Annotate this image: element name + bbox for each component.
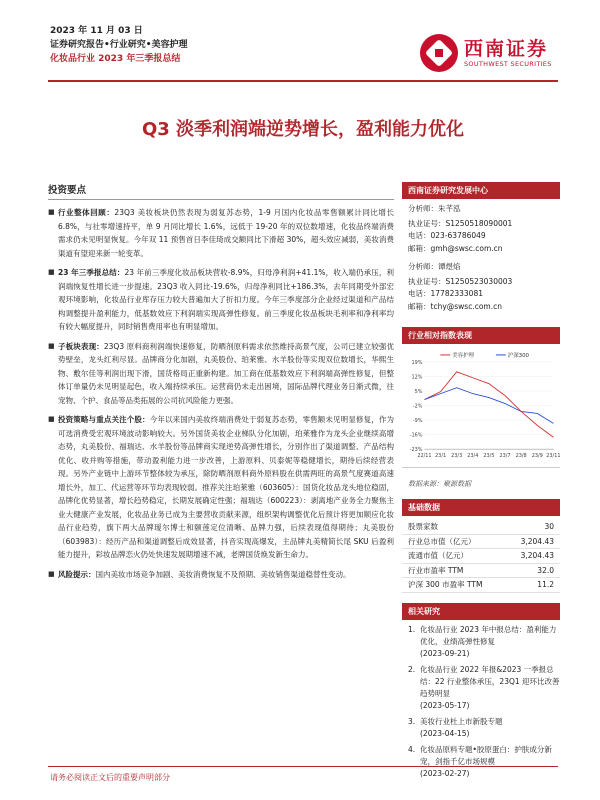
related-item[interactable] (408, 664, 560, 712)
y-tick-label: -23% (409, 447, 423, 454)
basic-data-heading: 基础数据 (402, 499, 560, 516)
key-point-text: 国内美妆市场竞争加剧、美妆消费恢复不及预期、美妆销售渠道稳替性变动。 (95, 569, 351, 579)
key-point-label: 投资策略与重点关注个股： (58, 415, 150, 424)
basic-data-row (402, 578, 560, 593)
key-point-text: 今年以来国内美妆终端消费处于弱复苏态势，零售额未见明显修复，作为可选消费受宏观环境波动影响较大。另外国货美妆企业梯队分化加剧，珀莱雅作为龙头企业继续高增态势，丸美股份、福瑞达、水羊股份等品牌商实现逆势高弹性增长，分别作出了渠道调整、产品结构优化、收并购等措施，带动盈利能力进一步改善，上游原料、贝泰妮等稳健增长，期待后续经营表现。另外产业链中上游环节整体较为承压，除防晒剂原料商外原料股在供需两旺的高景气度赛道高速增长外，加工、代运营等环节均表现较弱。推荐关注珀莱雅（603605）：国货化妆品龙头地位稳固，品牌化优势显著，增长趋势稳定，长期发展确定性强；福瑞达（600223）：剥离地产业务全力聚焦主业大健康产业发展，化妆品业务已成为主要营收贡献来源，组织架构调整优化后预计将更加顺应化妆品行业趋势，旗下两大品牌瑷尔博士和颐莲定位清晰、品牌力强，后续表现值得期待；丸美股份（603983）：经历产品和渠道调整后成效显著，抖音实现高爆发，主品牌丸美精简长尾 SKU 后盈利能力提升，彩妆品牌恋火仍处快速发展期增速不减，老牌国货焕发新生命力。 (58, 415, 395, 559)
related-date: (2023-04-15) (420, 728, 470, 738)
analyst-block: 分析师：朱芊泓 执业证号：S1250518090001 电话：023-63786049 邮箱：gmh@swsc.com.cn 分析师：谭煜焰 执业证号：S1250523030003 电话：17782333081 邮箱：tchy@swsc.com.cn (402, 203, 560, 313)
related-title: 美妆行业杜上市新股专题 (420, 716, 503, 726)
key-point-item (48, 413, 394, 562)
basic-data-row (402, 549, 560, 564)
y-tick-label: 12% (411, 374, 423, 381)
x-tick-label: 23/7 (499, 453, 511, 460)
key-point-label: 风险提示： (58, 569, 96, 579)
bullet-icon: ■ (48, 268, 55, 276)
basic-data-label: 行业市盈率 TTM (402, 563, 506, 578)
related-heading: 相关研究 (402, 603, 560, 620)
related-date: (2023-09-21) (420, 648, 470, 658)
basic-data-row (402, 520, 560, 534)
x-tick-label: 23/9 (531, 453, 543, 460)
related-item[interactable] (408, 716, 560, 740)
logo-emblem-icon (420, 34, 458, 72)
x-tick-label: 23/3 (451, 453, 463, 460)
related-title: 化妆品原料专题•胶原蛋白：护肤成分新宠，剑指千亿市场规模 (420, 744, 552, 766)
related-date: (2023-02-27) (420, 768, 470, 778)
key-point-label: 行业整体回顾： (58, 208, 115, 217)
key-point-text: 23Q3 美妆板块仍然表现为弱复苏态势，1-9 月国内化妆品零售额累计同比增长 6.8%，与社零增速持平，单 9 月同比增长 1.6%，远低于 19-20 年的双位数增速，化妆品终端消费需求仍未见明显恢复。今年双 11 预售首日李佳琦成交额同比下滑超 30%，超头效应减弱，美妆消费渠道有望迎来新一轮变革。 (58, 208, 394, 258)
key-point-text: 23Q3 原料商利润端快速修复，防晒剂原料需求依然维持高景气度，公司已建立较强优势壁垒，龙头红利尽显。品牌商分化加剧，丸美股份、珀莱雅、水羊股份等实现双位数增长，华熙生物、敷尔佳等利润出现下滑，国货格局正重新构建。加工商在低基数效应下利润端高弹性修复，但整体订单量仍未见明显起色，收入端持续承压。运营商仍未走出困境，国际品牌代理业务日渐式微，往宠物、个护、食品等品类拓展的公司抗风险能力更强。 (58, 341, 395, 405)
legend-label: 沪深300 (507, 352, 530, 359)
basic-data-label: 沪深 300 市盈率 TTM (402, 578, 506, 593)
related-number: 4. (408, 744, 416, 754)
chart-source: 数据来源：聚源数据 (408, 480, 471, 488)
basic-data-value: 30 (506, 520, 560, 534)
related-research-list (402, 624, 560, 780)
x-tick-label: 23/8 (515, 453, 527, 460)
y-tick-label: -9% (412, 418, 423, 425)
header-divider (48, 80, 558, 82)
key-point-item (48, 340, 394, 408)
y-tick-label: 5% (414, 388, 423, 395)
report-category: 证券研究报告•行业研究•美容护理 (50, 40, 188, 50)
basic-data-value: 32.0 (506, 563, 560, 578)
report-meta (50, 24, 188, 66)
related-number: 3. (408, 716, 416, 726)
x-tick-label: 23/1 (435, 453, 447, 460)
basic-data-value: 3,204.43 (506, 549, 560, 564)
y-tick-label: -2% (412, 403, 423, 410)
key-point-item (48, 568, 394, 582)
bullet-icon: ■ (48, 569, 55, 578)
report-title: Q3 淡季利润端逆势增长，盈利能力优化 (141, 119, 465, 140)
x-tick-label: 22/11 (417, 453, 432, 460)
analyst-email-link[interactable]: 邮箱：tchy@swsc.com.cn (408, 301, 502, 311)
key-point-item (48, 266, 394, 334)
x-tick-label: 23/5 (483, 453, 495, 460)
related-title: 化妆品行业 2022 年报&2023 一季报总结：22 行业整体承压，23Q1 迎环比改善趋势明显 (420, 664, 560, 698)
basic-data-value: 11.2 (506, 578, 560, 593)
report-subtitle: 化妆品行业 2023 年三季报总结 (50, 54, 181, 64)
key-point-label: 子板块表现： (58, 341, 104, 351)
bullet-icon: ■ (48, 415, 55, 423)
chart-heading: 行业相对指数表现 (402, 327, 560, 344)
basic-data-row (402, 563, 560, 578)
related-item[interactable] (408, 744, 560, 780)
key-point-item (48, 206, 394, 260)
footer-disclaimer: 请务必阅读正文后的重要声明部分 (50, 773, 170, 782)
related-title: 化妆品行业 2023 年中报总结：盈利能力优化，业绩高弹性修复 (420, 624, 557, 646)
related-date: (2023-05-17) (420, 700, 470, 710)
related-item[interactable] (408, 624, 560, 660)
team-heading: 西南证券研究发展中心 (402, 182, 560, 199)
related-number: 2. (408, 664, 416, 674)
report-date: 2023 年 11 月 03 日 (50, 26, 143, 36)
related-number: 1. (408, 624, 416, 634)
key-point-label: 23 年三季报总结： (58, 268, 125, 277)
logo-cn-text: 西南证券 (464, 38, 549, 60)
series-line-0 (424, 372, 553, 437)
logo-en-text: SOUTHWEST SECURITIES (464, 60, 552, 68)
analyst-email-link[interactable]: 邮箱：gmh@swsc.com.cn (408, 243, 503, 253)
sidebar (402, 182, 560, 784)
footer-divider (48, 766, 558, 767)
basic-data-row (402, 534, 560, 549)
key-point-text: 23 年前三季度化妆品板块营收-8.9%，归母净利润+41.1%，收入端仍承压，利润端恢复性增长进一步提速。23Q3 收入同比-19.6%，归母净利同比+186.3%，去年同期受外部宏观环境影响，化妆品行业库存压力较大普遍加大了折扣力度。今年三季度部分企业经过渠道和产品结构调整提升盈利能力，低基数效应下利润端实现高弹性修复。前三季度化妆品板块毛利率和净利率均有较大幅度提升，同时销售费用率也有明显增加。 (58, 268, 394, 331)
section-heading: 投资要点 (48, 182, 394, 200)
y-tick-label: -16% (409, 432, 423, 439)
basic-data-value: 3,204.43 (506, 534, 560, 549)
x-tick-label: 23/11 (546, 453, 560, 460)
bullet-icon: ■ (48, 341, 55, 350)
legend-label: 美容护理 (452, 352, 475, 359)
basic-data-label: 流通市值（亿元） (402, 549, 506, 564)
basic-data-label: 股票家数 (402, 520, 506, 534)
relative-index-chart (402, 348, 560, 468)
basic-data-label: 行业总市值（亿元） (402, 534, 506, 549)
x-tick-label: 23/4 (467, 453, 479, 460)
main-column (48, 182, 394, 587)
basic-data-table (402, 520, 560, 593)
brand-logo (420, 34, 552, 72)
y-tick-label: 19% (411, 359, 423, 366)
bullet-icon: ■ (48, 208, 55, 216)
